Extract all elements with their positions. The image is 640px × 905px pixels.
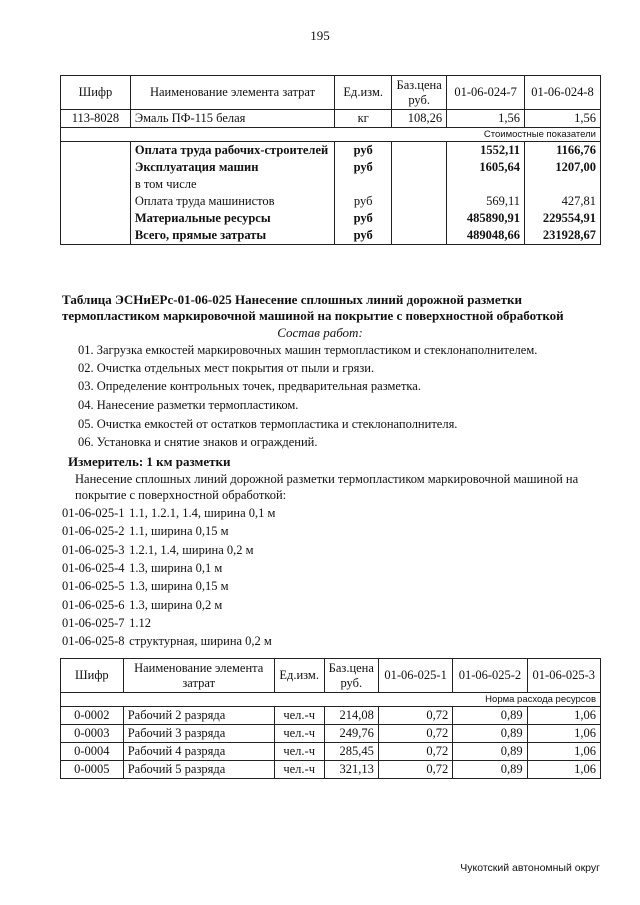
code-item: 01-06-025-6 1.3, ширина 0,2 м (62, 597, 223, 612)
work-item: 03. Определение контрольных точек, предварительная разметка. (78, 379, 421, 393)
section-title: Таблица ЭСНиЕРс-01-06-025 Нанесение сплошных линий дорожной разметки термопластиком маркировочной машиной на покрытие с поверхностной обработкой (62, 292, 564, 323)
code-item: 01-06-025-4 1.3, ширина 0,1 м (62, 560, 223, 575)
page-number: 195 (310, 28, 330, 43)
code-item: 01-06-025-3 1.2.1, 1.4, ширина 0,2 м (62, 542, 254, 557)
cost-row: в том числе (61, 176, 601, 193)
description: Нанесение сплошных линий дорожной разметки термопластиком маркировочной машиной на покрытие с поверхностной обработкой: (75, 472, 579, 502)
code-item: 01-06-025-7 1.12 (62, 615, 151, 630)
col-header-v2: 01-06-024-8 (525, 76, 601, 110)
work-item: 01. Загрузка емкостей маркировочных машин термопластиком и стеклонаполнителем. (78, 343, 538, 357)
col-header-unit: Ед.изм. (335, 76, 392, 110)
work-item: 05. Очистка емкостей от остатков термопластика и стеклонаполнителя. (78, 417, 458, 431)
cost-row: Оплата труда рабочих-строителей руб 1552,11 1166,76 (61, 142, 601, 160)
cost-row: Оплата труда машинистов руб 569,11 427,81 (61, 193, 601, 210)
measure-unit: Измеритель: 1 км разметки (68, 454, 231, 469)
table-row: 0-0003 Рабочий 3 разряда чел.-ч 249,76 0,72 0,89 1,06 (61, 725, 601, 743)
table-row: 0-0002 Рабочий 2 разряда чел.-ч 214,08 0,72 0,89 1,06 (61, 707, 601, 725)
work-item: 02. Очистка отдельных мест покрытия от пыли и грязи. (78, 361, 375, 375)
section-label: Стоимостные показатели (61, 128, 601, 142)
work-item: 04. Нанесение разметки термопластиком. (78, 398, 299, 412)
section-subtitle: Состав работ: (277, 325, 363, 340)
work-item: 06. Установка и снятие знаков и ограждений. (78, 435, 318, 449)
section-label: Норма расхода ресурсов (61, 693, 601, 707)
table-row: 0-0005 Рабочий 5 разряда чел.-ч 321,13 0,72 0,89 1,06 (61, 761, 601, 779)
col-header-name: Наименование элемента затрат (130, 76, 334, 110)
code-item: 01-06-025-2 1.1, ширина 0,15 м (62, 524, 229, 539)
cost-row: Материальные ресурсы руб 485890,91 229554,91 (61, 210, 601, 227)
col-header-code: Шифр (61, 76, 131, 110)
footer-region: Чукотский автономный округ (460, 862, 600, 874)
cost-table-024 (60, 75, 601, 245)
norm-table-025: Шифр Наименование элемента затрат Ед.изм. Баз.цена руб. 01-06-025-1 01-06-025-2 01-06-025-3 Норма расхода ресурсов 0-0002 Рабочий 2 разряда чел.-ч 214,08 0,72 0,89 1,06 0-0003 Рабочий 3 разряда чел.-ч 249,76 0,72 0,89 1,06 0-0004 Рабочий 4 разряда чел.-ч 285,45 0,72 0,89 1,06 0-0005 Рабочий 5 разряда чел.-ч 321,13 0,72 0,89 1,06 (60, 658, 601, 779)
cost-row: Эксплуатация машин руб 1605,64 1207,00 (61, 159, 601, 176)
cost-row: Всего, прямые затраты руб 489048,66 231928,67 (61, 227, 601, 245)
code-item: 01-06-025-1 1.1, 1.2.1, 1.4, ширина 0,1 м (62, 506, 276, 520)
table-row: 0-0004 Рабочий 4 разряда чел.-ч 285,45 0,72 0,89 1,06 (61, 743, 601, 761)
code-item: 01-06-025-8 структурная, ширина 0,2 м (62, 634, 272, 649)
col-header-price: Баз.цена руб. (392, 76, 447, 110)
code-item: 01-06-025-5 1.3, ширина 0,15 м (62, 579, 229, 594)
col-header-v1: 01-06-024-7 (447, 76, 525, 110)
table-row: 113-8028 Эмаль ПФ-115 белая кг 108,26 1,56 1,56 (61, 110, 601, 128)
